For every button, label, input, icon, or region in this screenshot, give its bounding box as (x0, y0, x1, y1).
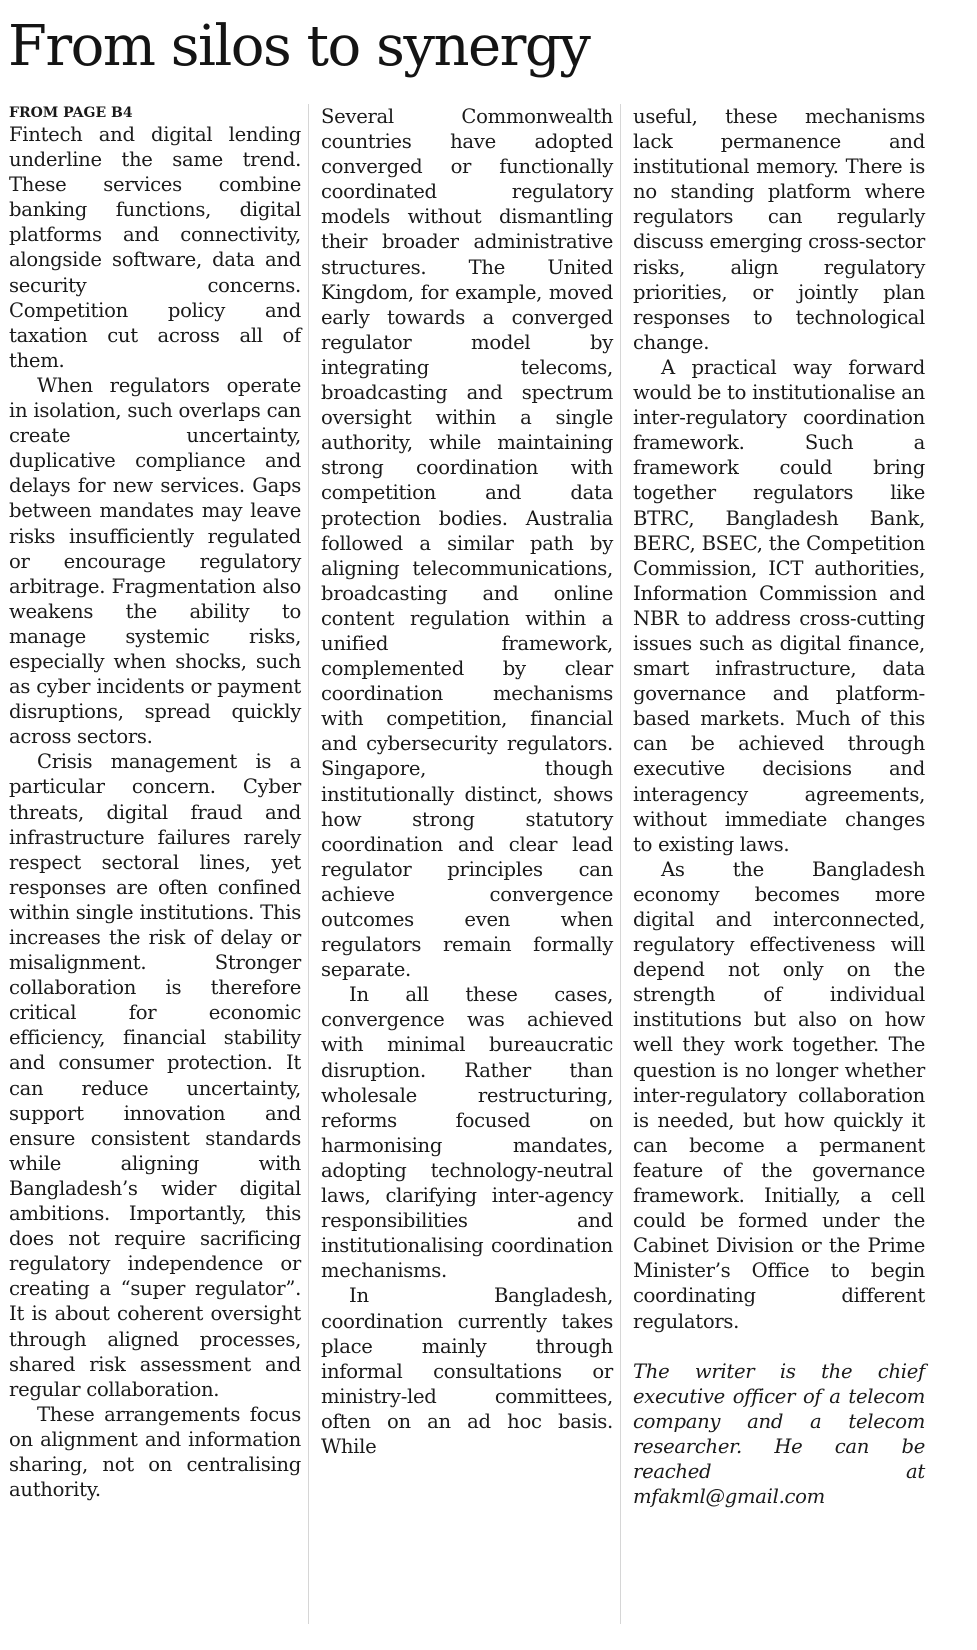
paragraph: Several Commonwealth countries have adopted converged or functionally coordinated regulatory models without dismantling their broader administrative structures. The United Kingdom, for example, moved early towards a converged regulator model by integrating telecoms, broadcasting and spectrum oversight within a single authority, while maintaining strong coordination with competition and data protection bodies. Australia followed a similar path by aligning telecommunications, broadcasting and online content regulation within a unified framework, complemented by clear coordination mechanisms with competition, financial and cybersecurity regulators. Singapore, though institutionally distinct, shows how strong statutory coordination and clear lead regulator principles can achieve convergence outcomes even when regulators remain formally separate. (321, 105, 613, 982)
continued-from-label: FROM PAGE B4 (9, 105, 133, 121)
paragraph: In all these cases, convergence was achieved with minimal bureaucratic disruption. Rather than wholesale restructuring, reforms focused on harmonising mandates, adopting technology-neutral laws, clarifying inter-agency responsibilities and institutionalising coordination mechanisms. (321, 983, 613, 1283)
paragraph: Crisis management is a particular concern. Cyber threats, digital fraud and infrastructure failures rarely respect sectoral lines, yet responses are often confined within single institutions. This increases the risk of delay or misalignment. Stronger collaboration is therefore critical for economic efficiency, financial stability and consumer protection. It can reduce uncertainty, support innovation and ensure consistent standards while aligning with Bangladesh’s wider digital ambitions. Importantly, this does not require sacrificing regulatory independence or creating a “super regulator”. It is about coherent oversight through aligned processes, shared risk assessment and regular collaboration. (9, 750, 301, 1401)
paragraph: Fintech and digital lending underline the same trend. These services combine banking functions, digital platforms and connectivity, alongside software, data and security concerns. Competition policy and taxation cut across all of them. (9, 123, 301, 372)
paragraph: In Bangladesh, coordination currently takes place mainly through informal consultations or ministry-led committees, often on an ad hoc basis. While (321, 1284, 613, 1458)
column-divider (308, 104, 309, 1624)
column-divider (620, 104, 621, 1624)
author-email-link[interactable]: mfakml@gmail.com (633, 1485, 825, 1509)
author-byline (633, 1359, 925, 1510)
paragraph: useful, these mechanisms lack permanence and institutional memory. There is no standing platform where regulators can regularly discuss emerging cross-sector risks, align regulatory priorities, or jointly plan responses to technological change. (633, 105, 925, 354)
paragraph: A practical way forward would be to institutionalise an inter-regulatory coordination framework. Such a framework could bring together regulators like BTRC, Bangladesh Bank, BERC, BSEC, the Competition Commission, ICT authorities, Information Commission and NBR to address cross-cutting issues such as digital finance, smart infrastructure, data governance and platform-based markets. Much of this can be achieved through executive decisions and interagency agreements, without immediate changes to existing laws. (633, 355, 925, 856)
article-column-1 (9, 104, 301, 1502)
paragraph: When regulators operate in isolation, such overlaps can create uncertainty, duplicative compliance and delays for new services. Gaps between mandates may leave risks insufficiently regulated or encourage regulatory arbitrage. Fragmentation also weakens the ability to manage systemic risks, especially when shocks, such as cyber incidents or payment disruptions, spread quickly across sectors. (9, 373, 301, 749)
article-column-2 (321, 104, 613, 1459)
paragraph: These arrangements focus on alignment and information sharing, not on centralising authority. (9, 1402, 301, 1502)
byline-text: The writer is the chief executive officer of a telecom company and a telecom researcher. He can be reached at (633, 1359, 925, 1483)
article-column-3 (633, 104, 925, 1509)
article-headline: From silos to synergy (8, 14, 590, 79)
paragraph: As the Bangladesh economy becomes more digital and interconnected, regulatory effectiveness will depend not only on the strength of individual institutions but also on how well they work together. The question is no longer whether inter-regulatory collaboration is needed, but how quickly it can become a permanent feature of the governance framework. Initially, a cell could be formed under the Cabinet Division or the Prime Minister’s Office to begin coordinating different regulators. (633, 857, 925, 1333)
